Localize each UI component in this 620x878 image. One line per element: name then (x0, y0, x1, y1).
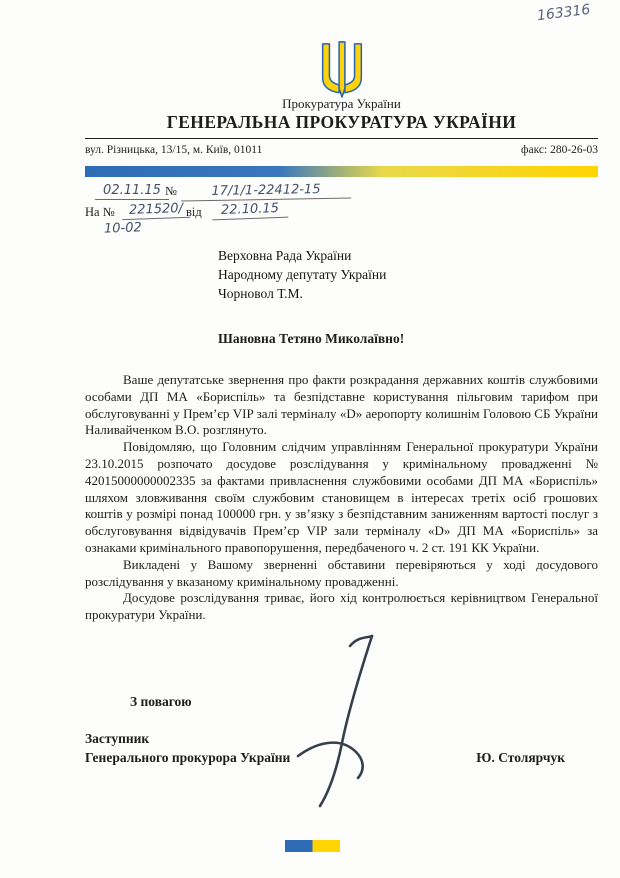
signer-position-line2: Генерального прокурора України (85, 750, 291, 765)
org-name-large: ГЕНЕРАЛЬНА ПРОКУРАТУРА УКРАЇНИ (166, 112, 517, 132)
recipient-line: Верховна Рада України (218, 248, 352, 263)
org-name-small: Прокуратура України (282, 96, 401, 111)
handwritten-signature (280, 628, 400, 813)
closing-phrase: З повагою (130, 694, 192, 709)
salutation: Шановна Тетяно Миколаївно! (218, 331, 405, 346)
handwritten-incoming-date: 22.10.15 (212, 201, 289, 221)
recipient-line: Чорновол Т.М. (218, 286, 303, 301)
handwritten-incoming-number-2: 10-02 (103, 220, 143, 237)
address-line: вул. Різницька, 13/15, м. Київ, 01011 (85, 144, 263, 156)
handwritten-outgoing-number: 17/1/1-22412-15 (181, 182, 351, 202)
handwritten-incoming-number: 221520/ (122, 201, 191, 220)
flag-bar (85, 166, 598, 177)
paragraph: Повідомляю, що Головним слідчим управлінням Генеральної прокуратури України 23.10.2015 розпочато досудове розслідування у кримінальному провадженні № 42015000000002335 за фактами привласнення службовими особами ДП МА «Бориспіль» шляхом зловживання своїм службовим становищем в інтересах третіх осіб грошових коштів у розмірі понад 100000 грн. у зв’язку з безпідставним заниженням вартості послуг з обслуговування відвідувачів Прем’єр VIP зали терміналу «D» ДП МА «Бориспіль» за ознаками кримінального правопорушення, передбаченого ч. 2 ст. 191 КК України. (85, 439, 598, 555)
bottom-flag-mark (285, 840, 340, 852)
paragraph: Ваше депутатське звернення про факти розкрадання державних коштів службовими особами ДП МА «Бориспіль» та безпідставне користування пільговим тарифом при обслуговуванні у Прем’єр VIP залі терміналу «D» аеропорту колишнім Головою СБ України Наливайченком В.О. розглянуто. (85, 372, 598, 438)
paragraph: Викладені у Вашому зверненні обставини перевіряються у ході досудового розслідування у вказаному кримінальному провадженні. (85, 556, 598, 589)
signer-name: Ю. Столярчук (476, 750, 565, 765)
recipient-block (218, 246, 386, 303)
handwritten-registration-number: 163316 (535, 1, 591, 25)
letter-body (85, 372, 598, 624)
fax-line: факс: 280-26-03 (521, 144, 598, 156)
from-date-label: від (186, 205, 202, 219)
recipient-line: Народному депутату України (218, 267, 387, 282)
number-label: № (165, 184, 177, 198)
signer-position-line1: Заступник (85, 731, 150, 746)
handwritten-outgoing-date: 02.11.15 (95, 183, 169, 200)
reply-to-label: На № (85, 205, 115, 219)
ukraine-trident-emblem-icon (316, 40, 368, 98)
header-divider (85, 138, 598, 139)
paragraph: Досудове розслідування триває, його хід контролюється керівництвом Генеральної прокуратури України. (85, 590, 598, 623)
